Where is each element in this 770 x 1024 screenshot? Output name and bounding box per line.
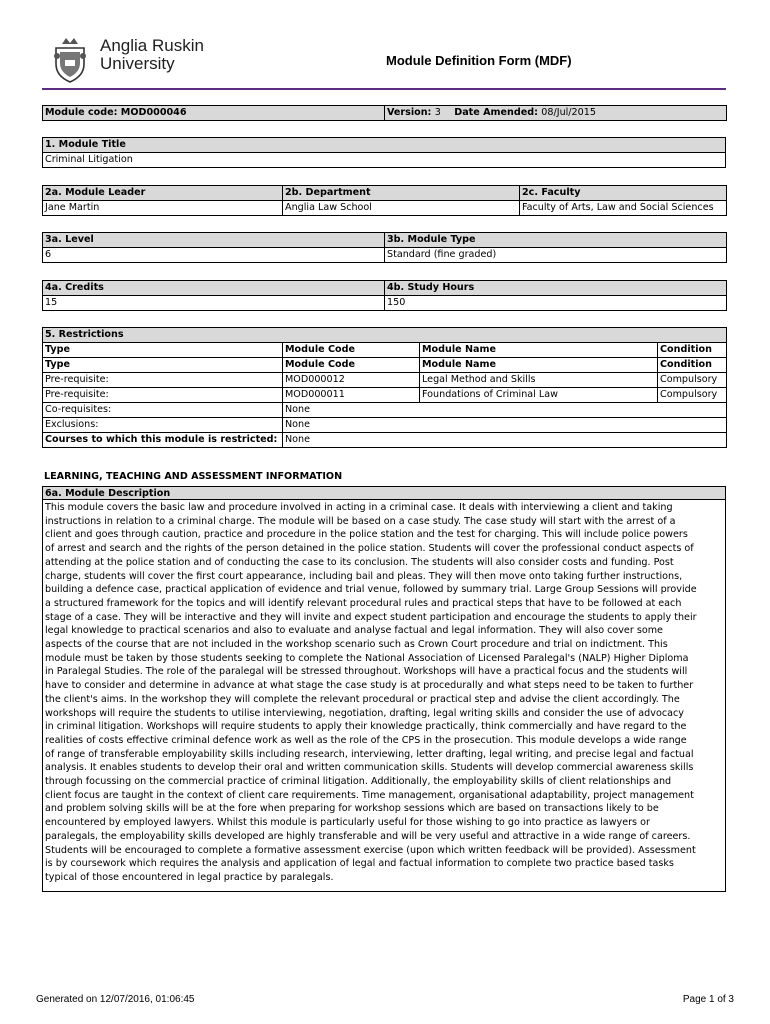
description-line: have to consider and determine in advance at what stage the case study is at procedurally and what steps need to be taken to further xyxy=(45,680,694,692)
header-module-code: Module Code xyxy=(283,358,420,373)
level-value: 6 xyxy=(43,248,385,263)
description-line: aspects of the course that are not included in the workshop scenario such as Crown Court procedure and trial on indictment. This xyxy=(45,639,668,651)
restriction-condition: Compulsory xyxy=(658,388,727,403)
description-line: the client's aims. In the workshop they will complete the relevant procedural or practical step and advise the client accordingly. The xyxy=(45,693,680,705)
university-logo xyxy=(50,34,210,84)
header-rule xyxy=(42,88,726,90)
description-line: client focus are taught in the context of client care requirements. Time management, organisational adaptability, project management xyxy=(45,789,694,801)
version-value: 3 xyxy=(434,107,441,118)
department-value: Anglia Law School xyxy=(283,201,520,216)
description-line: attending at the police station and of conducting the case to its conclusion. The students will also consider costs and funding. Post xyxy=(45,556,674,568)
description-line: of range of transferable employability skills including research, interviewing, letter drafting, legal writing, and precise legal and factual xyxy=(45,748,694,760)
module-title-table xyxy=(42,137,726,168)
module-leader-label: 2a. Module Leader xyxy=(43,186,283,201)
description-line: and problem solving skills will be at the fore when preparing for workshop sessions which are based on transactions likely to be xyxy=(45,803,659,815)
description-line: building a defence case, practical application of evidence and trial venue, followed by summary trial. Large Group Sessions will provide xyxy=(45,584,697,596)
level-label: 3a. Level xyxy=(43,233,385,248)
description-line: This module covers the basic law and procedure involved in acting in a criminal case. It deals with interviewing a client and taking xyxy=(45,502,673,513)
description-line: realities of costs effective criminal defence work as well as the role of the CPS in the prosecution. This module develops a wide range xyxy=(45,734,687,746)
credits-label: 4a. Credits xyxy=(43,281,385,296)
description-line: legal knowledge to practical scenarios and also to evaluate and analyse factual and legal information. They will also cover some xyxy=(45,625,663,637)
restriction-name: Foundations of Criminal Law xyxy=(420,388,658,403)
lta-heading: LEARNING, TEACHING AND ASSESSMENT INFORMATION xyxy=(44,471,343,482)
module-leader-value: Jane Martin xyxy=(43,201,283,216)
header-type: Type xyxy=(43,343,283,358)
description-line: of arrest and search and the rights of the person detained in the police station. Students will cover the professional conduct aspects of xyxy=(45,543,694,555)
description-line: client and goes through caution, practice and procedure in the police station and the test for charging. This will include police powers xyxy=(45,529,688,541)
crest-icon xyxy=(50,34,90,84)
corequisites-label: Co-requisites: xyxy=(43,403,283,418)
module-description xyxy=(42,500,726,892)
description-line: paralegals, the employability skills developed are highly transferable and will be very useful and attractive in a wide range of careers. xyxy=(45,830,691,842)
study-hours-label: 4b. Study Hours xyxy=(385,281,727,296)
module-title-value: Criminal Litigation xyxy=(43,153,726,168)
faculty-value: Faculty of Arts, Law and Social Sciences xyxy=(520,201,727,216)
version-date-cell xyxy=(385,106,727,121)
header-module-name: Module Name xyxy=(420,358,658,373)
description-line: in Paralegal Studies. The role of the paralegal will be stressed throughout. Workshops will have a practical focus and the students will xyxy=(45,666,688,678)
header-module-name: Module Name xyxy=(420,343,658,358)
page-number: Page 1 of 3 xyxy=(682,994,734,1005)
level-table xyxy=(42,232,727,263)
module-type-value: Standard (fine graded) xyxy=(385,248,727,263)
table-row xyxy=(43,373,727,388)
study-hours-value: 150 xyxy=(385,296,727,311)
restriction-code: MOD000011 xyxy=(283,388,420,403)
header-type: Type xyxy=(43,358,283,373)
description-line: instructions in relation to a criminal charge. The module will be based on a case study. The case study will start with the arrest of a xyxy=(45,515,676,527)
description-line: a structured framework for the topics and will identify relevant procedural rules and practical steps that have to be followed at each xyxy=(45,597,682,609)
restriction-type: Pre-requisite: xyxy=(43,373,283,388)
exclusions-value: None xyxy=(283,418,727,433)
table-row xyxy=(43,388,727,403)
description-line: in criminal litigation. Workshops will require students to apply their knowledge practically, think commercially and have regard to the xyxy=(45,721,687,733)
logo-text-line1: Anglia Ruskin xyxy=(100,36,204,55)
meta-table xyxy=(42,105,727,121)
restriction-type: Pre-requisite: xyxy=(43,388,283,403)
date-amended-label: Date Amended: xyxy=(454,107,538,118)
description-line: analysis. It enables students to develop their oral and written communication skills. Students will develop commercial awareness skills xyxy=(45,762,694,774)
module-description-label: 6a. Module Description xyxy=(42,486,726,500)
description-line: is by coursework which requires the analysis and application of legal and factual information to complete two practice based tasks xyxy=(45,858,674,870)
description-line: encountered by employed lawyers. Whilst this module is particularly useful for those wishing to go into practice as lawyers or xyxy=(45,817,650,829)
faculty-label: 2c. Faculty xyxy=(520,186,727,201)
form-title: Module Definition Form (MDF) xyxy=(386,53,572,68)
description-line: through focussing on the commercial practice of criminal litigation. Additionally, the employability skills of client relationships and xyxy=(45,776,672,788)
description-line: charge, students will cover the first court appearance, including bail and pleas. They will then move onto taking further instructions, xyxy=(45,570,683,582)
description-line: Students will be encouraged to complete a formative assessment exercise (upon which written feedback will be provided). Assessment xyxy=(45,844,696,856)
restriction-condition: Compulsory xyxy=(658,373,727,388)
leader-table xyxy=(42,185,727,216)
logo-text-line2: University xyxy=(100,54,175,73)
module-title-label: 1. Module Title xyxy=(43,138,726,153)
module-type-label: 3b. Module Type xyxy=(385,233,727,248)
exclusions-label: Exclusions: xyxy=(43,418,283,433)
header-condition: Condition xyxy=(658,358,727,373)
date-amended-value: 08/Jul/2015 xyxy=(541,107,596,118)
restrictions-table xyxy=(42,327,727,448)
generated-timestamp: Generated on 12/07/2016, 01:06:45 xyxy=(36,994,195,1005)
header-module-code: Module Code xyxy=(283,343,420,358)
description-line: module must be taken by those students seeking to complete the National Association of Licensed Paralegal's (NALP) Higher Diploma xyxy=(45,652,689,664)
restriction-code: MOD000012 xyxy=(283,373,420,388)
module-code: Module code: MOD000046 xyxy=(43,106,385,121)
department-label: 2b. Department xyxy=(283,186,520,201)
courses-restricted-value: None xyxy=(283,433,727,448)
credits-table xyxy=(42,280,727,311)
version-label: Version: xyxy=(387,107,432,118)
credits-value: 15 xyxy=(43,296,385,311)
header-condition: Condition xyxy=(658,343,727,358)
restrictions-label: 5. Restrictions xyxy=(43,328,727,343)
corequisites-value: None xyxy=(283,403,727,418)
description-line: workshops will require the students to utilise interviewing, negotiation, drafting, legal writing skills and consider the use of advocacy xyxy=(45,707,684,719)
description-line: typical of those encountered in legal practice by paralegals. xyxy=(45,871,334,883)
restriction-name: Legal Method and Skills xyxy=(420,373,658,388)
courses-restricted-label: Courses to which this module is restricted: xyxy=(43,433,283,448)
description-line: stage of a case. They will be interactive and they will invite and expect student participation and encourage the students to apply their xyxy=(45,611,697,623)
